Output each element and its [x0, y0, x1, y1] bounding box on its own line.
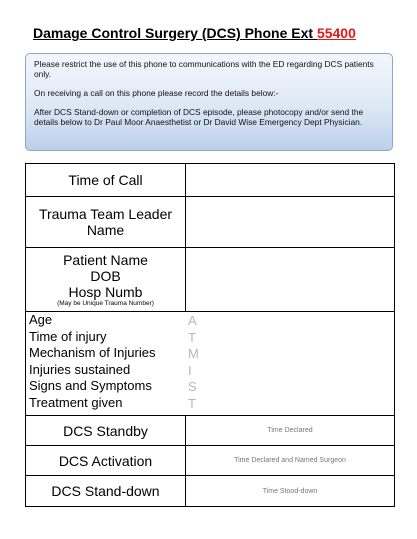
hosp-numb-label: Hosp Numb — [68, 284, 143, 300]
row-atmist — [26, 312, 395, 416]
row-team-leader — [26, 197, 395, 248]
page-title — [33, 25, 356, 41]
letter-t2: T — [188, 395, 196, 411]
letter-s: S — [188, 379, 197, 394]
patient-field[interactable] — [186, 248, 395, 312]
time-of-call-label: Time of Call — [26, 164, 186, 197]
standdown-label: DCS Stand-down — [26, 476, 186, 507]
team-leader-field[interactable] — [186, 197, 395, 248]
atmist-letters — [188, 313, 199, 412]
dcs-form-table — [25, 163, 395, 507]
team-leader-label — [26, 197, 186, 248]
row-patient — [26, 248, 395, 312]
row-standby — [26, 416, 395, 446]
standdown-field[interactable]: Time Stood-down — [186, 476, 395, 507]
row-standdown — [26, 476, 395, 507]
atmist-injuries: Injuries sustained — [29, 361, 131, 377]
time-of-call-field[interactable] — [186, 164, 395, 197]
standby-field[interactable]: Time Declared — [186, 416, 395, 446]
letter-a: A — [188, 313, 197, 328]
patient-name-label: Patient Name — [63, 252, 148, 268]
atmist-signs: Signs and Symptoms — [29, 378, 152, 393]
atmist-mechanism: Mechanism of Injuries — [29, 345, 156, 360]
title-text: Damage Control Surgery (DCS) Phone Ext — [33, 25, 314, 41]
standby-label: DCS Standby — [26, 416, 186, 446]
letter-m: M — [188, 346, 199, 361]
letter-i: I — [188, 362, 192, 378]
team-leader-line1: Trauma Team Leader — [38, 206, 173, 222]
row-activation — [26, 446, 395, 476]
atmist-list — [26, 312, 394, 411]
activation-label: DCS Activation — [26, 446, 186, 476]
instruction-photocopy: After DCS Stand-down or completion of DCS episode, please photocopy and/or send the details below to Dr Paul Moor Anaesthetist or Dr David Wise Emergency Dept Physician. — [34, 107, 364, 127]
instruction-restrict: Please restrict the use of this phone to communications with the ED regarding DCS patients only. — [34, 59, 374, 79]
letter-t1: T — [188, 329, 196, 345]
instructions-box — [25, 53, 393, 151]
row-time-of-call — [26, 164, 395, 197]
hosp-numb-note: (May be Unique Trauma Number) — [57, 300, 154, 307]
extension-number: 55400 — [316, 25, 356, 41]
instruction-record: On receiving a call on this phone please record the details below:- — [34, 88, 279, 98]
dob-label: DOB — [90, 268, 121, 284]
activation-field[interactable]: Time Declared and Named Surgeon — [186, 446, 395, 476]
team-leader-line2: Name — [86, 222, 125, 238]
atmist-time-of-injury: Time of injury — [29, 328, 107, 344]
atmist-age: Age — [29, 312, 53, 327]
atmist-treatment: Treatment given — [29, 394, 123, 410]
atmist-field[interactable] — [26, 312, 395, 416]
patient-label — [26, 248, 186, 312]
